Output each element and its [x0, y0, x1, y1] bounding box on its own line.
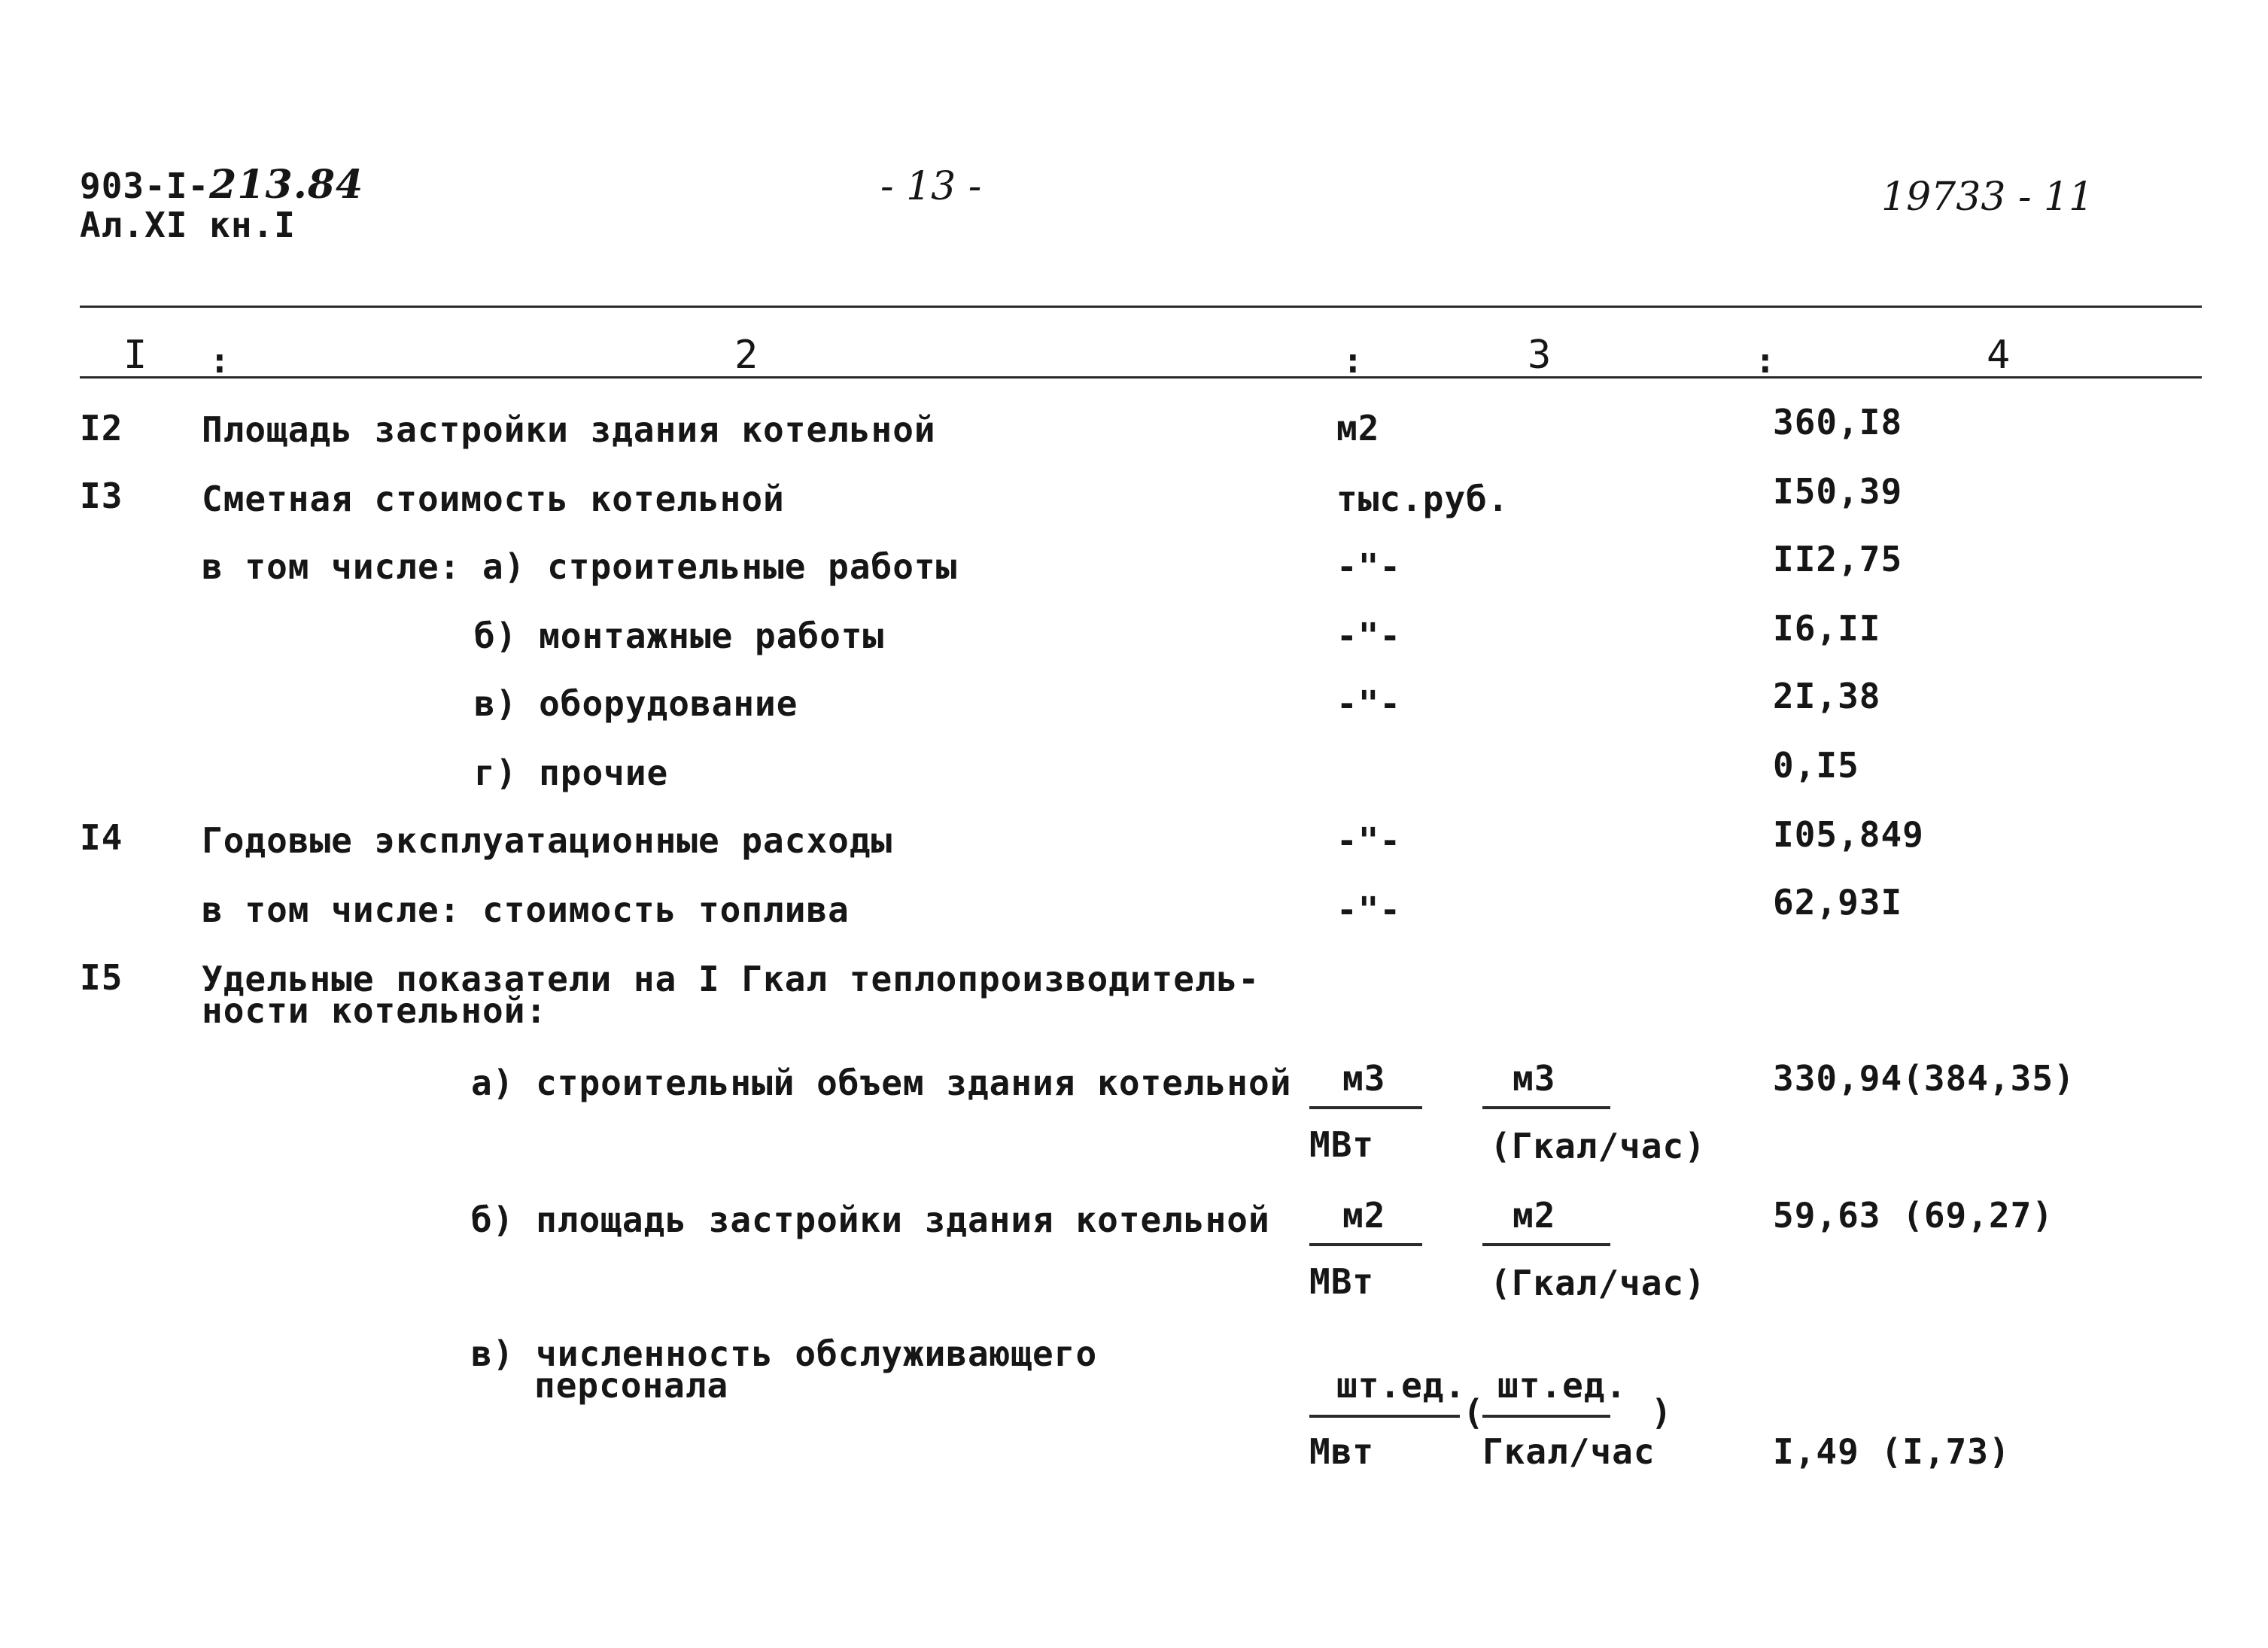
row-label: г) прочие — [474, 753, 669, 793]
col-header-1: I — [123, 333, 148, 378]
unit-numerator: м2 — [1342, 1195, 1386, 1236]
col-header-2: 2 — [734, 333, 759, 378]
row-value: 62,93I — [1773, 882, 1903, 923]
row-unit: -"- — [1336, 820, 1402, 861]
fraction-bar — [1482, 1106, 1610, 1109]
unit-denominator: Гкал/час — [1482, 1431, 1655, 1472]
col-sep-2: : — [1342, 340, 1364, 381]
unit-numerator: м3 — [1342, 1058, 1386, 1099]
row-value: I50,39 — [1773, 471, 1903, 512]
unit-denominator: (Гкал/час) — [1490, 1126, 1706, 1166]
unit-numerator: м2 — [1513, 1195, 1556, 1236]
doc-code-prefix: 903-I- — [80, 166, 210, 206]
doc-number: 19733 - 11 — [1881, 175, 2094, 220]
fraction-bar — [1309, 1106, 1422, 1109]
open-paren: ( — [1463, 1392, 1485, 1433]
sub-item-label-continuation: персонала — [534, 1365, 729, 1406]
row-label: в том числе: стоимость топлива — [202, 889, 850, 930]
row-unit: м2 — [1336, 408, 1380, 448]
row-value: 360,I8 — [1773, 402, 1903, 442]
doc-code — [80, 162, 364, 208]
unit-denominator: МВт — [1309, 1124, 1375, 1165]
unit-numerator: шт.ед. — [1497, 1365, 1628, 1406]
row-unit: тыс.руб. — [1336, 479, 1509, 519]
unit-denominator: (Гкал/час) — [1490, 1263, 1706, 1303]
row-value: II2,75 — [1773, 539, 1903, 579]
unit-denominator: Мвт — [1309, 1431, 1375, 1472]
row-label: б) монтажные работы — [474, 616, 885, 656]
col-sep-1: : — [209, 340, 231, 381]
fraction-bar — [1309, 1415, 1460, 1418]
row-num: I5 — [80, 957, 123, 998]
sub-item-label: б) площадь застройки здания котельной — [471, 1200, 1270, 1240]
unit-numerator: шт.ед. — [1336, 1365, 1467, 1406]
row-value: 2I,38 — [1773, 676, 1881, 716]
col-header-4: 4 — [1987, 333, 2011, 378]
table-top-rule — [80, 306, 2202, 308]
row-unit: -"- — [1336, 889, 1402, 930]
fraction-bar — [1482, 1243, 1610, 1246]
row-value: I,49 (I,73) — [1773, 1431, 2011, 1472]
row-value: 59,63 (69,27) — [1773, 1195, 2054, 1236]
col-header-3: 3 — [1528, 333, 1552, 378]
sub-item-label: в) численность обслуживающего — [471, 1333, 1098, 1374]
unit-denominator: МВт — [1309, 1261, 1375, 1302]
sub-item-label: а) строительный объем здания котельной — [471, 1063, 1292, 1103]
row-value: 0,I5 — [1773, 745, 1859, 786]
row-num: I4 — [80, 817, 123, 858]
row-label: Сметная стоимость котельной — [202, 479, 785, 519]
album-line: Ал.XI кн.I — [80, 205, 296, 245]
row-unit: -"- — [1336, 683, 1402, 724]
row-num: I3 — [80, 476, 123, 516]
row-label: Удельные показатели на I Гкал теплопроизводитель- — [202, 959, 1260, 999]
row-value: 330,94(384,35) — [1773, 1058, 2075, 1099]
row-label: в) оборудование — [474, 683, 798, 724]
row-label: Площадь застройки здания котельной — [202, 409, 936, 450]
table-header-rule — [80, 376, 2202, 379]
row-label-continuation: ности котельной: — [202, 990, 548, 1031]
row-num: I2 — [80, 408, 123, 448]
row-value: I6,II — [1773, 608, 1881, 649]
close-paren: ) — [1651, 1392, 1673, 1433]
row-label: в том числе: а) строительные работы — [202, 546, 958, 587]
fraction-bar — [1482, 1415, 1610, 1418]
row-unit: -"- — [1336, 616, 1402, 656]
row-label: Годовые эксплуатационные расходы — [202, 820, 893, 861]
row-value: I05,849 — [1773, 814, 1924, 855]
row-unit: -"- — [1336, 546, 1402, 587]
page-number: - 13 - — [880, 164, 982, 209]
unit-numerator: м3 — [1513, 1058, 1556, 1099]
doc-code-handwritten: 213.84 — [209, 162, 364, 208]
col-sep-3: : — [1755, 340, 1777, 381]
fraction-bar — [1309, 1243, 1422, 1246]
